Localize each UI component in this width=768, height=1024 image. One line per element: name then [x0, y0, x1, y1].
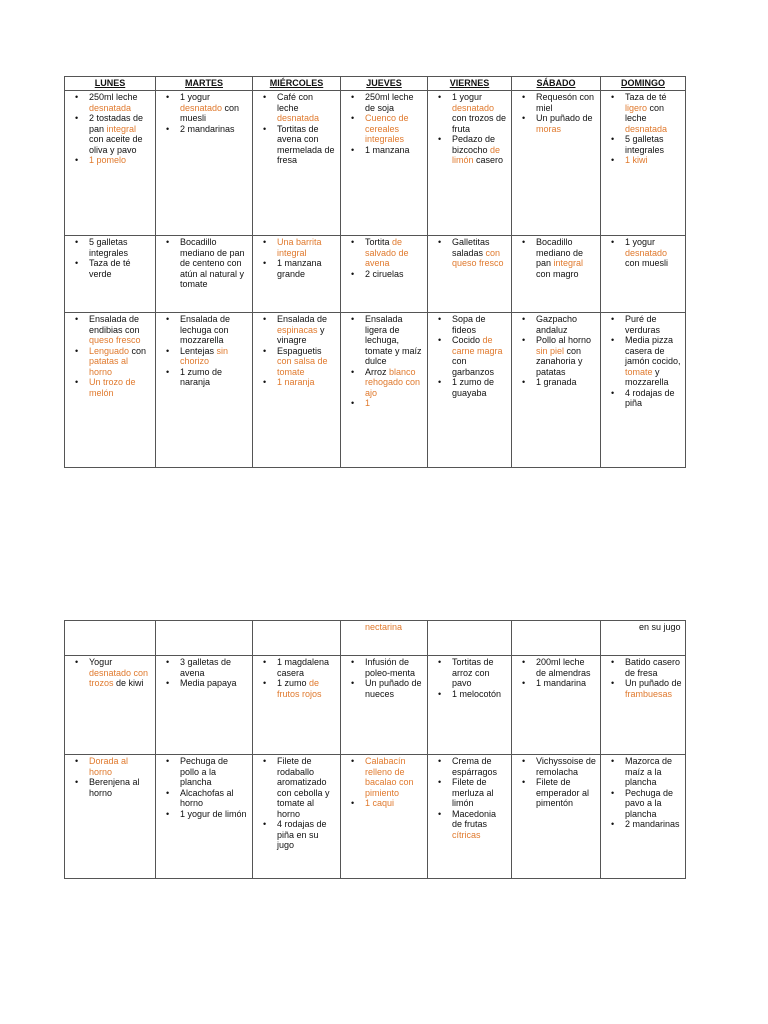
meal-item — [536, 657, 597, 678]
meal-text: Yogur — [89, 657, 113, 667]
meal-cell — [601, 313, 686, 468]
meal-list — [514, 314, 597, 388]
meal-cell — [65, 313, 156, 468]
meal-text: y mozzarella — [625, 366, 669, 387]
meal-text-highlight: tomate — [625, 366, 653, 377]
meal-cell — [253, 236, 341, 313]
meal-item — [625, 788, 682, 820]
meal-list — [255, 314, 337, 388]
meal-text-highlight: integral — [553, 258, 584, 268]
meal-text: 1 yogur — [180, 92, 211, 102]
meal-text: 1 manzana grande — [277, 258, 322, 279]
meal-cell — [156, 91, 253, 236]
meal-text: 1 granada — [536, 377, 577, 387]
meal-text-highlight: 1 caqui — [365, 798, 395, 808]
meal-cell — [512, 656, 601, 755]
weekly-menu-table-bottom — [64, 620, 686, 879]
meal-text: Ensalada de endibias con — [89, 314, 140, 335]
meal-cell — [428, 313, 512, 468]
meal-item — [365, 314, 424, 367]
meal-text-highlight: Dorada al horno — [89, 756, 129, 777]
meal-text: casero — [473, 155, 504, 165]
meal-text-highlight: de salvado de avena — [365, 237, 409, 268]
meal-list — [514, 92, 597, 134]
meal-list — [430, 756, 508, 840]
meal-text: 5 galletas integrales — [625, 134, 665, 155]
meal-text: 1 magdalena casera — [277, 657, 330, 678]
meal-cell — [428, 91, 512, 236]
meal-text: Bocadillo mediano de pan de centeno con atún al natural y tomate — [180, 237, 245, 289]
meal-cell — [428, 755, 512, 879]
meal-cell — [512, 236, 601, 313]
meal-cell — [253, 91, 341, 236]
meal-list — [158, 237, 249, 290]
day-header-lunes: LUNES — [65, 77, 156, 91]
meal-item — [625, 657, 682, 678]
meal-text: Filete de emperador al pimentón — [536, 777, 590, 808]
meal-item — [625, 388, 682, 409]
meal-text-highlight: 1 — [365, 398, 371, 408]
meal-list — [343, 314, 424, 409]
meal-item — [452, 134, 508, 166]
meal-list — [255, 756, 337, 851]
meal-text: con aceite de oliva y pavo — [89, 134, 143, 155]
meal-text-highlight: desnatado — [625, 247, 668, 258]
meal-item — [625, 335, 682, 388]
meal-item — [625, 756, 682, 788]
meal-item — [536, 377, 597, 388]
meal-row-media-manana — [65, 236, 686, 313]
meal-text: Un puñado de — [536, 113, 593, 123]
meal-cell — [601, 656, 686, 755]
meal-list — [343, 657, 424, 699]
meal-text-highlight: 1 pomelo — [89, 155, 127, 165]
meal-text: Pechuga de pavo a la plancha — [625, 787, 674, 819]
meal-item — [89, 92, 152, 113]
meal-text: Puré de verduras — [625, 314, 661, 335]
meal-list — [158, 657, 249, 689]
meal-text: 4 rodajas de piña en su jugo — [277, 819, 327, 850]
meal-row-merienda — [65, 656, 686, 755]
meal-text-highlight: cítricas — [452, 829, 481, 840]
meal-item — [452, 92, 508, 134]
meal-cell — [65, 236, 156, 313]
meal-item — [625, 237, 682, 269]
meal-text: Espaguetis — [277, 345, 322, 356]
meal-item — [277, 678, 337, 699]
meal-item — [89, 113, 152, 155]
meal-text-highlight: queso fresco — [89, 335, 141, 345]
meal-item — [625, 314, 682, 335]
meal-item — [277, 314, 337, 346]
meal-item — [365, 678, 424, 699]
overflow-cell — [601, 621, 686, 656]
meal-item — [180, 788, 249, 809]
meal-item — [365, 398, 424, 409]
meal-cell — [156, 656, 253, 755]
meal-item — [536, 678, 597, 689]
meal-text-highlight: desnatada — [89, 102, 132, 113]
meal-item — [277, 346, 337, 378]
overflow-cell — [65, 621, 156, 656]
meal-list — [603, 92, 682, 166]
overflow-row — [65, 621, 686, 656]
meal-text: Ensalada ligera de lechuga, tomate y maíz dulce — [365, 314, 422, 366]
meal-item — [180, 237, 249, 290]
meal-item — [625, 155, 682, 166]
meal-item — [89, 377, 152, 398]
meal-list — [343, 92, 424, 155]
meal-item — [180, 92, 249, 124]
meal-list — [158, 92, 249, 134]
meal-text-highlight: moras — [536, 123, 562, 134]
meal-item — [452, 756, 508, 777]
meal-text: Alcachofas al horno — [180, 787, 234, 808]
overflow-cell — [512, 621, 601, 656]
meal-list — [603, 314, 682, 409]
meal-text-highlight: de limón — [452, 144, 501, 165]
meal-text: con muesli — [180, 102, 240, 123]
meal-text-highlight: Calabacín relleno de bacalao con pimiento — [365, 756, 414, 798]
meal-item — [452, 777, 508, 809]
meal-item — [452, 377, 508, 398]
meal-list — [603, 237, 682, 269]
day-header-miercoles: MIÉRCOLES — [253, 77, 341, 91]
meal-item — [89, 756, 152, 777]
meal-cell — [253, 656, 341, 755]
meal-text: 1 mandarina — [536, 678, 587, 688]
meal-item — [180, 314, 249, 346]
meal-text: 1 yogur — [625, 237, 656, 247]
meal-cell — [601, 755, 686, 879]
meal-cell — [601, 91, 686, 236]
day-header-viernes: VIERNES — [428, 77, 512, 91]
meal-item — [89, 777, 152, 798]
meal-item — [536, 237, 597, 279]
meal-text: Lentejas — [180, 345, 217, 356]
meal-list — [514, 237, 597, 279]
meal-text: Cocido — [452, 335, 483, 345]
meal-item — [89, 258, 152, 279]
meal-item — [180, 367, 249, 388]
meal-list — [67, 237, 152, 279]
meal-item — [89, 237, 152, 258]
meal-item — [625, 134, 682, 155]
meal-item — [536, 314, 597, 335]
meal-item — [180, 346, 249, 367]
meal-text: con — [129, 345, 147, 356]
meal-text-highlight: con salsa de tomate — [277, 356, 328, 377]
meal-list — [255, 657, 337, 699]
meal-text: Ensalada de lechuga con mozzarella — [180, 314, 231, 345]
meal-text: 1 manzana — [365, 144, 410, 155]
meal-list — [514, 756, 597, 809]
meal-text: Berenjena al horno — [89, 777, 140, 798]
meal-cell — [512, 313, 601, 468]
meal-text: Filete de merluza al limón — [452, 777, 494, 808]
meal-text-highlight: desnatado — [452, 102, 495, 113]
meal-cell — [341, 755, 428, 879]
meal-text: Macedonia de frutas — [452, 808, 497, 829]
meal-text-highlight: desnatada — [277, 113, 320, 123]
meal-cell — [253, 755, 341, 879]
overflow-text: en su jugo — [639, 622, 681, 632]
meal-cell — [253, 313, 341, 468]
meal-text: Filete de rodaballo aromatizado con cebolla y tomate al horno — [277, 756, 330, 819]
meal-text-highlight: 1 kiwi — [625, 155, 648, 165]
meal-list — [67, 657, 152, 689]
meal-list — [67, 92, 152, 166]
meal-text: Infusión de poleo-menta — [365, 657, 416, 678]
meal-item — [365, 269, 424, 280]
meal-item — [365, 367, 424, 399]
meal-cell — [156, 313, 253, 468]
meal-list — [514, 657, 597, 689]
overflow-cell — [341, 621, 428, 656]
meal-text-highlight: desnatada — [625, 123, 668, 134]
meal-text: con leche — [625, 102, 665, 123]
meal-text-highlight: de carne magra — [452, 335, 503, 356]
day-header-row — [65, 77, 686, 91]
meal-item — [180, 678, 249, 689]
meal-item — [277, 237, 337, 258]
meal-item — [365, 145, 424, 156]
overflow-cell — [156, 621, 253, 656]
meal-text: y vinagre — [277, 324, 325, 345]
meal-item — [365, 657, 424, 678]
meal-list — [430, 314, 508, 398]
meal-item — [180, 124, 249, 135]
meal-row-comida — [65, 313, 686, 468]
meal-text: Media pizza casera de jamón cocido, — [625, 335, 681, 366]
meal-list — [603, 756, 682, 830]
meal-text: 2 mandarinas — [625, 819, 680, 829]
meal-text: 2 mandarinas — [180, 123, 235, 134]
meal-text: 2 ciruelas — [365, 268, 404, 279]
meal-item — [365, 113, 424, 145]
meal-cell — [65, 91, 156, 236]
meal-list — [158, 756, 249, 819]
meal-cell — [428, 656, 512, 755]
meal-cell — [341, 656, 428, 755]
meal-cell — [156, 236, 253, 313]
meal-item — [365, 756, 424, 798]
meal-text-highlight: espinacas — [277, 324, 318, 335]
day-header-domingo: DOMINGO — [601, 77, 686, 91]
meal-item — [625, 678, 682, 699]
meal-text: Café con leche — [277, 92, 314, 113]
meal-item — [452, 809, 508, 841]
meal-text-highlight: desnatado con trozos — [89, 667, 149, 688]
meal-cell — [512, 755, 601, 879]
meal-text-highlight: de frutos rojos — [277, 678, 322, 699]
meal-item — [89, 155, 152, 166]
meal-text-highlight: sin piel — [536, 345, 565, 356]
meal-item — [89, 346, 152, 378]
meal-text-highlight: frambuesas — [625, 688, 673, 699]
meal-text-highlight: integral — [106, 123, 137, 134]
meal-item — [277, 819, 337, 851]
meal-item — [536, 113, 597, 134]
meal-text-highlight: Un trozo de melón — [89, 377, 136, 398]
meal-text-highlight: desnatado — [180, 102, 223, 113]
meal-list — [430, 92, 508, 166]
meal-cell — [341, 236, 428, 313]
meal-text-highlight: con queso fresco — [452, 247, 504, 268]
meal-list — [255, 237, 337, 279]
meal-text: Galletitas saladas — [452, 237, 490, 258]
meal-text: Mazorca de maíz a la plancha — [625, 756, 673, 787]
meal-text: Bocadillo mediano de pan — [536, 237, 584, 268]
meal-text-highlight: sin chorizo — [180, 345, 229, 366]
meal-text: Tortitas de avena con mermelada de fresa — [277, 123, 335, 165]
day-header-jueves: JUEVES — [341, 77, 428, 91]
meal-text-highlight: Lenguado — [89, 345, 130, 356]
meal-text: Un puñado de nueces — [365, 678, 422, 699]
meal-item — [452, 237, 508, 269]
meal-list — [67, 756, 152, 798]
meal-text: 2 tostadas de pan — [89, 113, 144, 134]
meal-text: 200ml leche de almendras — [536, 657, 591, 678]
meal-item — [180, 756, 249, 788]
meal-item — [277, 756, 337, 819]
meal-text: Requesón con miel — [536, 92, 595, 113]
meal-text: de kiwi — [113, 678, 144, 688]
meal-cell — [341, 313, 428, 468]
meal-row-cena — [65, 755, 686, 879]
meal-text-highlight: ligero — [625, 102, 648, 113]
meal-text: Tortita — [365, 237, 393, 247]
meal-item — [277, 124, 337, 166]
meal-item — [625, 819, 682, 830]
meal-text: con muesli — [625, 258, 669, 268]
day-header-martes: MARTES — [156, 77, 253, 91]
meal-item — [536, 777, 597, 809]
meal-item — [536, 335, 597, 377]
meal-cell — [156, 755, 253, 879]
meal-item — [365, 92, 424, 113]
meal-text: 1 melocotón — [452, 688, 502, 699]
meal-cell — [341, 91, 428, 236]
meal-text-highlight: Cuenco de cereales integrales — [365, 113, 409, 144]
meal-text: Pechuga de pollo a la plancha — [180, 756, 229, 787]
meal-item — [452, 314, 508, 335]
meal-list — [603, 657, 682, 699]
weekly-menu-table-top — [64, 76, 686, 468]
meal-text: 5 galletas integrales — [89, 237, 129, 258]
meal-text: Arroz — [365, 366, 390, 377]
meal-item — [452, 657, 508, 689]
meal-text: 1 zumo de guayaba — [452, 377, 495, 398]
meal-item — [365, 798, 424, 809]
meal-text: 1 zumo — [277, 678, 310, 688]
meal-list — [67, 314, 152, 398]
meal-text: 4 rodajas de piña — [625, 387, 675, 408]
meal-cell — [601, 236, 686, 313]
meal-text-highlight: Una barrita integral — [277, 237, 322, 258]
meal-row-desayuno — [65, 91, 686, 236]
meal-text: Taza de té — [625, 92, 667, 102]
overflow-cell — [428, 621, 512, 656]
meal-item — [89, 314, 152, 346]
meal-text: con zanahoria y patatas — [536, 345, 583, 377]
meal-text: Vichyssoise de remolacha — [536, 756, 596, 777]
meal-list — [158, 314, 249, 388]
meal-text: Crema de espárragos — [452, 756, 498, 777]
day-header-sabado: SÁBADO — [512, 77, 601, 91]
meal-text: 1 zumo de naranja — [180, 366, 223, 387]
meal-item — [277, 657, 337, 678]
meal-text: 3 galletas de avena — [180, 657, 232, 678]
meal-text: Sopa de fideos — [452, 314, 486, 335]
meal-item — [536, 756, 597, 777]
meal-text: Media papaya — [180, 678, 237, 688]
meal-item — [277, 377, 337, 388]
meal-list — [255, 92, 337, 166]
meal-item — [452, 689, 508, 700]
meal-text: Tortitas de arroz con pavo — [452, 657, 494, 688]
meal-text: Gazpacho andaluz — [536, 314, 578, 335]
meal-item — [452, 335, 508, 377]
overflow-text: nectarina — [365, 622, 403, 632]
meal-text-highlight: 1 naranja — [277, 377, 315, 387]
meal-item — [365, 237, 424, 269]
meal-text: 1 yogur — [452, 92, 483, 102]
meal-text: Pollo al horno — [536, 335, 592, 345]
meal-list — [430, 657, 508, 699]
meal-list — [430, 237, 508, 269]
meal-cell — [65, 656, 156, 755]
meal-list — [343, 756, 424, 809]
meal-text: 1 yogur de limón — [180, 808, 247, 819]
meal-item — [180, 809, 249, 820]
meal-cell — [65, 755, 156, 879]
meal-text: Batido casero de fresa — [625, 657, 681, 678]
meal-item — [180, 657, 249, 678]
meal-text: Ensalada de — [277, 314, 328, 324]
meal-text: Pedazo de bizcocho — [452, 134, 496, 155]
meal-text-highlight: blanco rehogado con ajo — [365, 366, 421, 398]
meal-text: con garbanzos — [452, 356, 495, 377]
overflow-cell — [253, 621, 341, 656]
meal-text: Un puñado de — [625, 678, 682, 688]
meal-item — [625, 92, 682, 134]
meal-list — [343, 237, 424, 279]
meal-item — [89, 657, 152, 689]
meal-text: 250ml leche de soja — [365, 92, 414, 113]
meal-text: con trozos de fruta — [452, 113, 507, 134]
meal-text-highlight: patatas al horno — [89, 356, 129, 377]
meal-text: 250ml leche — [89, 92, 138, 102]
meal-cell — [428, 236, 512, 313]
meal-item — [277, 92, 337, 124]
meal-item — [536, 92, 597, 113]
meal-cell — [512, 91, 601, 236]
meal-item — [277, 258, 337, 279]
meal-text: con magro — [536, 268, 579, 279]
meal-text: Taza de té verde — [89, 258, 131, 279]
